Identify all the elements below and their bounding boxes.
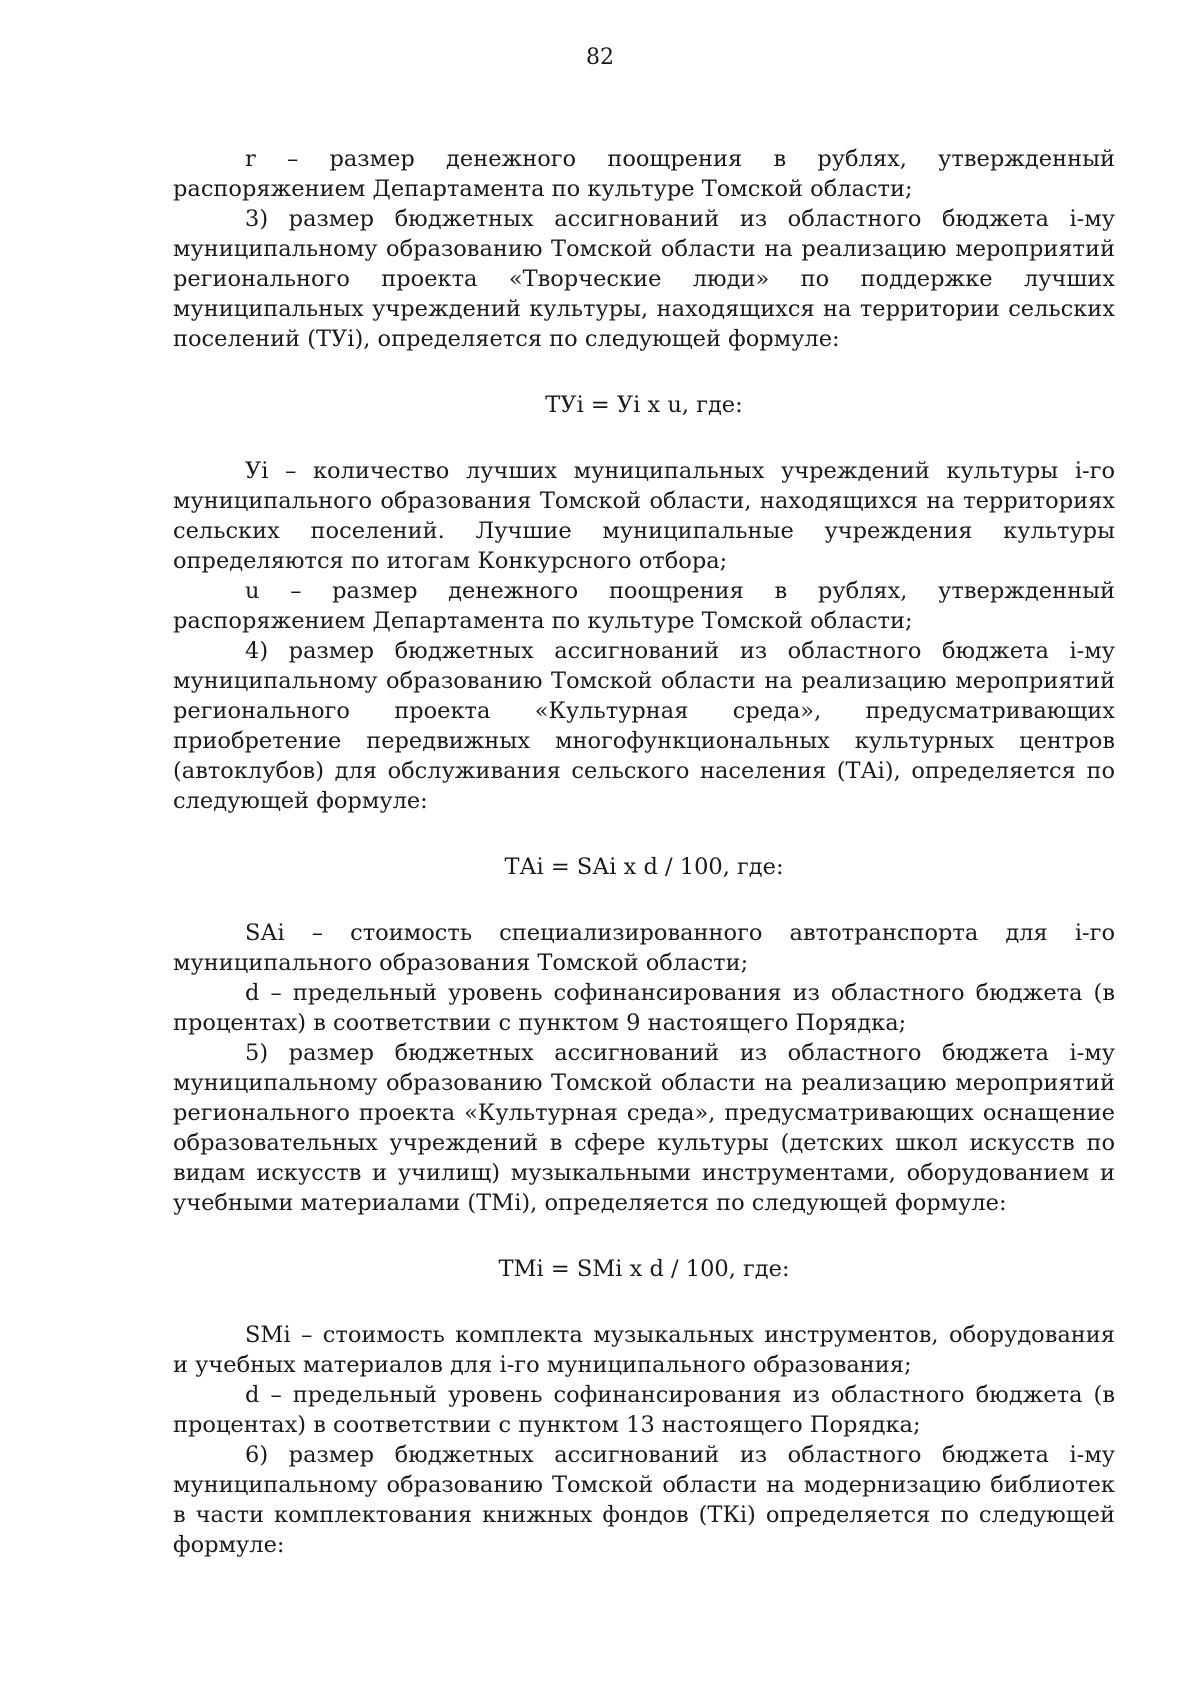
paragraph-sai-definition: SАi – стоимость специализированного автотранспорта для i-го муниципального образования Томской области;: [173, 920, 1115, 976]
paragraph-u-definition: u – размер денежного поощрения в рублях, утвержденный распоряжением Департамента по культуре Томской области;: [173, 578, 1115, 634]
paragraph-r-definition: r – размер денежного поощрения в рублях, утвержденный распоряжением Департамента по культуре Томской области;: [173, 146, 1115, 202]
formula-tmi: ТМi = SMi х d / 100, где:: [498, 1256, 790, 1282]
paragraph-ui-definition: Уi – количество лучших муниципальных учреждений культуры i-го муниципального образования Томской области, находящихся на территориях сельских поселений. Лучшие муниципальные учреждения культуры определяются по итогам Конкурсного отбора;: [173, 458, 1115, 574]
paragraph-item-4: 4) размер бюджетных ассигнований из областного бюджета i-му муниципальному образованию Томской области на реализацию мероприятий регионального проекта «Культурная среда», предусматривающих приобретение передвижных многофункциональных культурных центров (автоклубов) для обслуживания сельского населения (ТАi), определяется по следующей формуле:: [173, 638, 1115, 814]
formula-tai: ТАi = SАi х d / 100, где:: [504, 854, 784, 880]
paragraph-item-6: 6) размер бюджетных ассигнований из областного бюджета i-му муниципальному образованию Томской области на модернизацию библиотек в части комплектования книжных фондов (ТКi) определяется по следующей формуле:: [173, 1442, 1115, 1558]
paragraph-d-definition-1: d – предельный уровень софинансирования из областного бюджета (в процентах) в соответствии с пунктом 9 настоящего Порядка;: [173, 980, 1115, 1036]
document-body: [173, 144, 1115, 1560]
paragraph-item-3: 3) размер бюджетных ассигнований из областного бюджета i-му муниципальному образованию Томской области на реализацию мероприятий регионального проекта «Творческие люди» по поддержке лучших муниципальных учреждений культуры, находящихся на территории сельских поселений (ТУi), определяется по следующей формуле:: [173, 206, 1115, 352]
page-number: 82: [586, 45, 614, 70]
paragraph-d-definition-2: d – предельный уровень софинансирования из областного бюджета (в процентах) в соответствии с пунктом 13 настоящего Порядка;: [173, 1382, 1115, 1438]
paragraph-smi-definition: SMi – стоимость комплекта музыкальных инструментов, оборудования и учебных материалов для i-го муниципального образования;: [173, 1322, 1115, 1378]
paragraph-item-5: 5) размер бюджетных ассигнований из областного бюджета i-му муниципальному образованию Томской области на реализацию мероприятий регионального проекта «Культурная среда», предусматривающих оснащение образовательных учреждений в сфере культуры (детских школ искусств по видам искусств и училищ) музыкальными инструментами, оборудованием и учебными материалами (ТМi), определяется по следующей формуле:: [173, 1040, 1115, 1216]
formula-tui: ТУi = Уi х u, где:: [545, 392, 743, 418]
